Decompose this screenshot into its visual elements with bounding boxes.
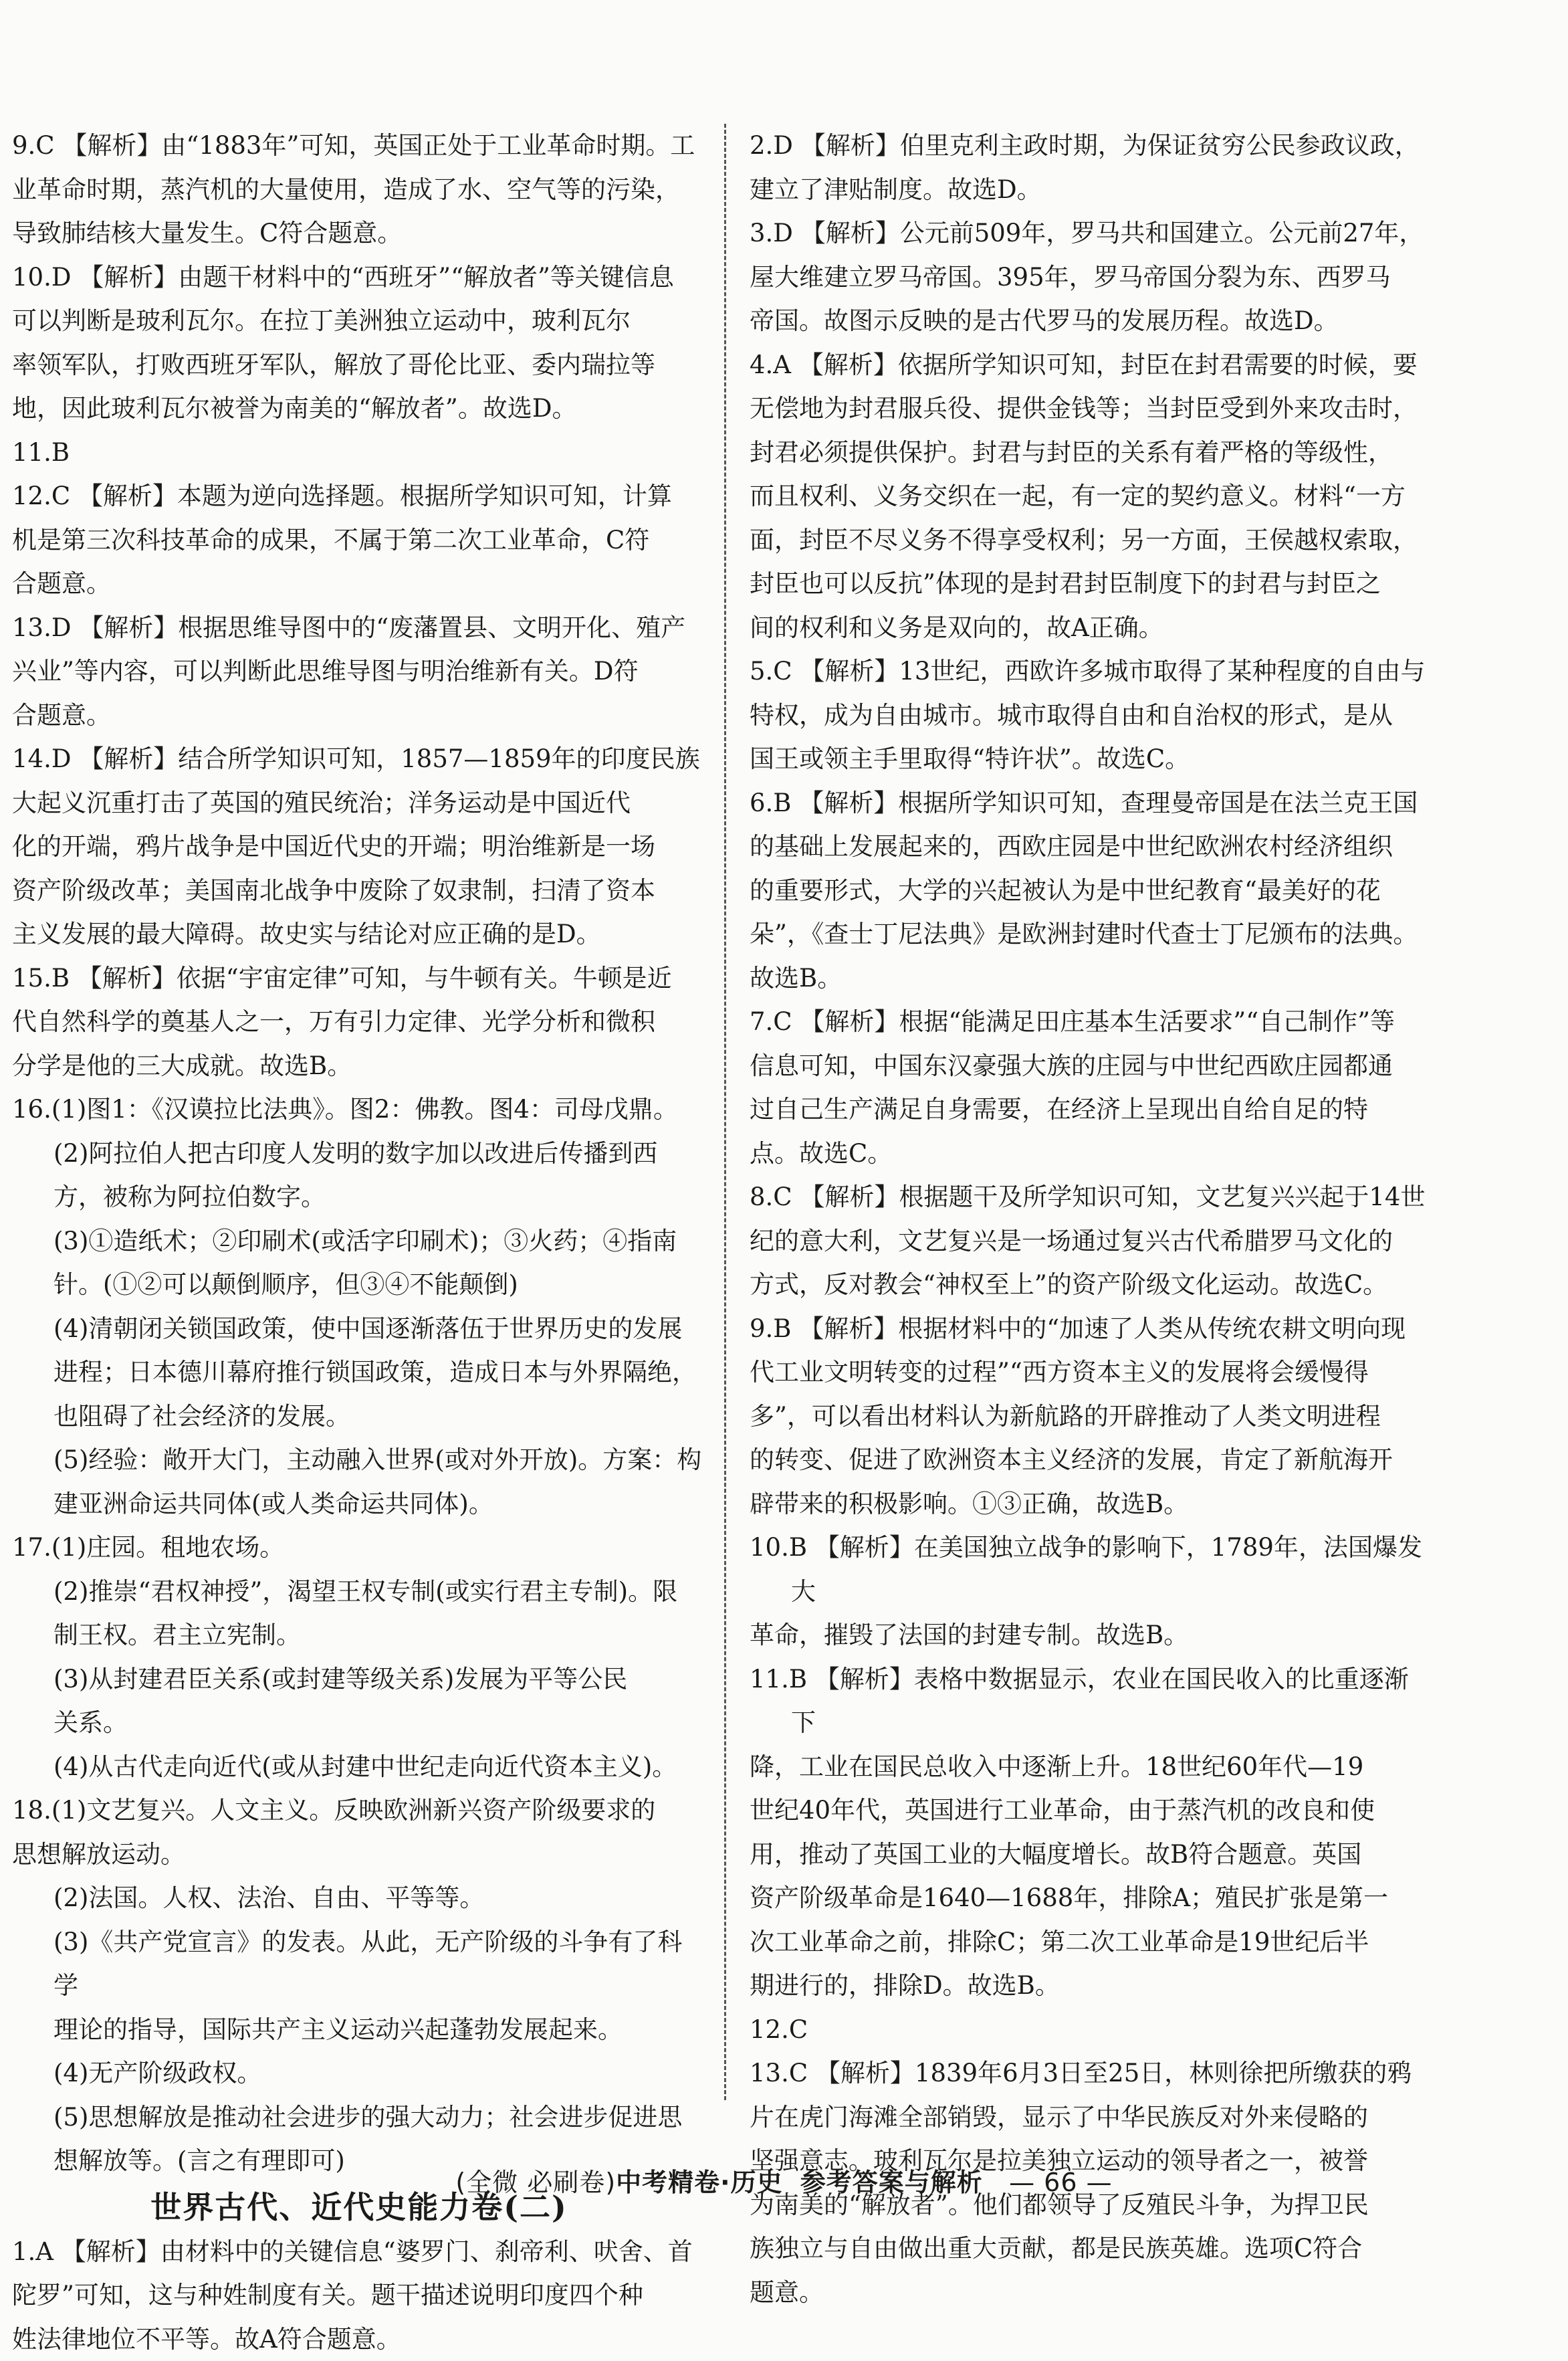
text-line: 革命，摧毁了法国的封建专制。故选B。 — [791, 1613, 1432, 1657]
text-line: 17.(1)庄园。租地农场。 — [53, 1526, 706, 1570]
text-line: 题意。 — [791, 2271, 1432, 2315]
answer-item — [12, 124, 706, 255]
text-line: 9.C 【解析】由“1883年”可知，英国正处于工业革命时期。工 — [53, 124, 706, 168]
answer-item — [750, 1000, 1432, 1175]
text-line: 纪的意大利，文艺复兴是一场通过复兴古代希腊罗马文化的 — [791, 1219, 1432, 1263]
footer-book: 中考精卷 — [616, 2168, 720, 2197]
footer-dot: · — [720, 2168, 730, 2197]
text-line: (2)法国。人权、法治、自由、平等等。 — [53, 1876, 706, 1920]
text-line: 屋大维建立罗马帝国。395年，罗马帝国分裂为东、西罗马 — [791, 255, 1432, 300]
text-line: 资产阶级革命是1640—1688年，排除A；殖民扩张是第一 — [791, 1876, 1432, 1920]
answer-item — [12, 1088, 706, 1132]
text-line: 兴业”等内容，可以判断此思维导图与明治维新有关。D符 — [53, 649, 706, 694]
text-line: 国王或领主手里取得“特许状”。故选C。 — [791, 737, 1432, 781]
text-line: 合题意。 — [53, 694, 706, 738]
answer-item — [12, 606, 706, 738]
text-line: 坚强意志。玻利瓦尔是拉美独立运动的领导者之一，被誉 — [791, 2139, 1432, 2183]
text-line: (3)①造纸术；②印刷术(或活字印刷术)；③火药；④指南 — [53, 1219, 706, 1263]
footer-subject: 历史 — [731, 2168, 783, 2197]
answer-subpart — [12, 1657, 706, 1745]
text-line: 针。(①②可以颠倒顺序，但③④不能颠倒) — [53, 1263, 706, 1307]
text-line: 率领军队，打败西班牙军队，解放了哥伦比亚、委内瑞拉等 — [53, 343, 706, 387]
text-line: 建立了津贴制度。故选D。 — [791, 168, 1432, 212]
answer-subpart — [12, 1219, 706, 1307]
text-line: 13.D 【解析】根据思维导图中的“废藩置县、文明开化、殖产 — [53, 606, 706, 650]
answer-item — [12, 2230, 706, 2361]
text-line: 10.D 【解析】由题干材料中的“西班牙”“解放者”等关键信息 — [53, 255, 706, 300]
text-line: 也阻碍了社会经济的发展。 — [53, 1395, 706, 1439]
text-line: 无偿地为封君服兵役、提供金钱等；当封臣受到外来攻击时， — [791, 387, 1432, 431]
text-line: 的基础上发展起来的，西欧庄园是中世纪欧洲农村经济组织 — [791, 825, 1432, 869]
text-line: 15.B 【解析】依据“宇宙定律”可知，与牛顿有关。牛顿是近 — [53, 956, 706, 1001]
page-footer — [0, 2162, 1568, 2198]
text-line: (2)推崇“君权神授”，渴望王权专制(或实行君主专制)。限 — [53, 1570, 706, 1614]
footer-series: (全微 必刷卷) — [455, 2168, 616, 2197]
answer-subpart — [12, 2051, 706, 2095]
answer-item — [750, 781, 1432, 1001]
text-line: 陀罗”可知，这与种姓制度有关。题干描述说明印度四个种 — [53, 2273, 706, 2318]
text-line: 1.A 【解析】由材料中的关键信息“婆罗门、刹帝利、吠舍、首 — [53, 2230, 706, 2274]
text-line: (4)从古代走向近代(或从封建中世纪走向近代资本主义)。 — [53, 1745, 706, 1789]
text-line: 为南美的“解放者”。他们都领导了反殖民斗争，为捍卫民 — [791, 2183, 1432, 2227]
text-line: 点。故选C。 — [791, 1132, 1432, 1176]
text-line: 朵”，《查士丁尼法典》是欧洲封建时代查士丁尼颁布的法典。 — [791, 912, 1432, 956]
right-column — [750, 124, 1432, 2314]
text-line: (5)思想解放是推动社会进步的强大动力；社会进步促进思 — [53, 2095, 706, 2140]
answer-item — [750, 2008, 1432, 2052]
text-line: 制王权。君主立宪制。 — [53, 1613, 706, 1657]
text-line: 方，被称为阿拉伯数字。 — [53, 1175, 706, 1219]
text-line: 代自然科学的奠基人之一，万有引力定律、光学分析和微积 — [53, 1000, 706, 1044]
text-line: 族独立与自由做出重大贡献，都是民族英雄。选项C符合 — [791, 2227, 1432, 2271]
text-line: 建亚洲命运共同体(或人类命运共同体)。 — [53, 1482, 706, 1526]
text-line: 故选B。 — [791, 956, 1432, 1001]
answer-subpart — [12, 1920, 706, 2052]
text-line: 7.C 【解析】根据“能满足田庄基本生活要求”“自己制作”等 — [791, 1000, 1432, 1044]
text-line: 9.B 【解析】根据材料中的“加速了人类从传统农耕文明向现 — [791, 1307, 1432, 1351]
answer-subpart — [12, 1307, 706, 1439]
text-line: 降，工业在国民总收入中逐渐上升。18世纪60年代—19 — [791, 1745, 1432, 1789]
text-line: 面，封臣不尽义务不得享受权利；另一方面，王侯越权索取， — [791, 518, 1432, 562]
text-line: 导致肺结核大量发生。C符合题意。 — [53, 211, 706, 255]
text-line: (4)清朝闭关锁国政策，使中国逐渐落伍于世界历史的发展 — [53, 1307, 706, 1351]
text-line: (3)《共产党宣言》的发表。从此，无产阶级的斗争有了科学 — [53, 1920, 706, 2008]
text-line: 10.B 【解析】在美国独立战争的影响下，1789年，法国爆发大 — [791, 1526, 1432, 1613]
answer-subpart — [12, 1132, 706, 1219]
answer-item — [12, 431, 706, 475]
answer-subpart — [12, 1876, 706, 1920]
text-line: 主义发展的最大障碍。故史实与结论对应正确的是D。 — [53, 912, 706, 956]
answer-item — [750, 211, 1432, 343]
answer-item — [12, 737, 706, 956]
text-line: 辟带来的积极影响。①③正确，故选B。 — [791, 1482, 1432, 1526]
text-line: 片在虎门海滩全部销毁，显示了中华民族反对外来侵略的 — [791, 2095, 1432, 2140]
text-line: 而且权利、义务交织在一起，有一定的契约意义。材料“一方 — [791, 474, 1432, 518]
answer-subpart — [12, 1570, 706, 1657]
text-line: 可以判断是玻利瓦尔。在拉丁美洲独立运动中，玻利瓦尔 — [53, 299, 706, 343]
text-line: 理论的指导，国际共产主义运动兴起蓬勃发展起来。 — [53, 2008, 706, 2052]
text-line: 11.B — [53, 431, 706, 475]
answer-item — [750, 1526, 1432, 1657]
column-divider — [724, 124, 726, 2100]
text-line: 用，推动了英国工业的大幅度增长。故B符合题意。英国 — [791, 1833, 1432, 1877]
text-line: 封君必须提供保护。封君与封臣的关系有着严格的等级性， — [791, 431, 1432, 475]
text-line: 分学是他的三大成就。故选B。 — [53, 1044, 706, 1088]
text-line: 化的开端，鸦片战争是中国近代史的开端；明治维新是一场 — [53, 825, 706, 869]
text-line: 关系。 — [53, 1701, 706, 1745]
text-line: 代工业文明转变的过程”“西方资本主义的发展将会缓慢得 — [791, 1350, 1432, 1395]
text-line: 次工业革命之前，排除C；第二次工业革命是19世纪后半 — [791, 1920, 1432, 1964]
text-line: 地，因此玻利瓦尔被誉为南美的“解放者”。故选D。 — [53, 387, 706, 431]
text-line: 帝国。故图示反映的是古代罗马的发展历程。故选D。 — [791, 299, 1432, 343]
answer-item — [750, 124, 1432, 211]
left-column — [12, 124, 706, 2361]
text-line: 12.C — [791, 2008, 1432, 2052]
text-line: 进程；日本德川幕府推行锁国政策，造成日本与外界隔绝， — [53, 1350, 706, 1395]
text-line: 4.A 【解析】依据所学知识可知，封臣在封君需要的时候，要 — [791, 343, 1432, 387]
answer-item — [12, 474, 706, 606]
text-line: 信息可知，中国东汉豪强大族的庄园与中世纪西欧庄园都通 — [791, 1044, 1432, 1088]
text-line: 的转变、促进了欧洲资本主义经济的发展，肯定了新航海开 — [791, 1438, 1432, 1482]
answer-item — [750, 1175, 1432, 1307]
text-line: 资产阶级改革；美国南北战争中废除了奴隶制，扫清了资本 — [53, 869, 706, 913]
text-line: 14.D 【解析】结合所学知识可知，1857—1859年的印度民族 — [53, 737, 706, 781]
text-line: 18.(1)文艺复兴。人文主义。反映欧洲新兴资产阶级要求的 — [53, 1788, 706, 1833]
text-line: (2)阿拉伯人把古印度人发明的数字加以改进后传播到西 — [53, 1132, 706, 1176]
text-line: 16.(1)图1：《汉谟拉比法典》。图2：佛教。图4：司母戊鼎。 — [53, 1088, 706, 1132]
text-line: 过自己生产满足自身需要，在经济上呈现出自给自足的特 — [791, 1088, 1432, 1132]
answer-subpart — [12, 1745, 706, 1789]
text-line: 特权，成为自由城市。城市取得自由和自治权的形式，是从 — [791, 694, 1432, 738]
answer-item — [750, 649, 1432, 781]
text-line: 的重要形式，大学的兴起被认为是中世纪教育“最美好的花 — [791, 869, 1432, 913]
text-line: 12.C 【解析】本题为逆向选择题。根据所学知识可知，计算 — [53, 474, 706, 518]
footer-section: 参考答案与解析 — [800, 2168, 983, 2197]
text-line: 合题意。 — [53, 562, 706, 606]
text-line: 业革命时期，蒸汽机的大量使用，造成了水、空气等的污染， — [53, 168, 706, 212]
answer-item — [12, 1788, 706, 1876]
text-line: 方式，反对教会“神权至上”的资产阶级文化运动。故选C。 — [791, 1263, 1432, 1307]
section-title: 世界古代、近代史能力卷(二) — [12, 2184, 706, 2230]
text-line: 6.B 【解析】根据所学知识可知，查理曼帝国是在法兰克王国 — [791, 781, 1432, 825]
text-line: 3.D 【解析】公元前509年，罗马共和国建立。公元前27年， — [791, 211, 1432, 255]
text-line: 姓法律地位不平等。故A符合题意。 — [53, 2318, 706, 2361]
text-line: 11.B 【解析】表格中数据显示，农业在国民收入的比重逐渐下 — [791, 1657, 1432, 1745]
text-line: 想解放等。(言之有理即可) — [53, 2139, 706, 2183]
text-line: 13.C 【解析】1839年6月3日至25日，林则徐把所缴获的鸦 — [791, 2051, 1432, 2095]
answer-item — [750, 1307, 1432, 1526]
text-line: 多”，可以看出材料认为新航路的开辟推动了人类文明进程 — [791, 1395, 1432, 1439]
text-line: 大起义沉重打击了英国的殖民统治；洋务运动是中国近代 — [53, 781, 706, 825]
answer-item — [750, 343, 1432, 650]
text-line: (3)从封建君臣关系(或封建等级关系)发展为平等公民 — [53, 1657, 706, 1702]
text-line: 机是第三次科技革命的成果，不属于第二次工业革命，C符 — [53, 518, 706, 562]
text-line: 封臣也可以反抗”体现的是封君封臣制度下的封君与封臣之 — [791, 562, 1432, 606]
text-line: (5)经验：敞开大门，主动融入世界(或对外开放)。方案：构 — [53, 1438, 706, 1482]
page-number: — 66 — — [1009, 2168, 1113, 2197]
text-line: 8.C 【解析】根据题干及所学知识可知，文艺复兴兴起于14世 — [791, 1175, 1432, 1219]
text-line: 期进行的，排除D。故选B。 — [791, 1964, 1432, 2008]
answer-item — [12, 255, 706, 431]
text-line: 5.C 【解析】13世纪，西欧许多城市取得了某种程度的自由与 — [791, 649, 1432, 694]
text-line: 思想解放运动。 — [53, 1833, 706, 1877]
answer-item — [12, 1526, 706, 1570]
text-line: 世纪40年代，英国进行工业革命，由于蒸汽机的改良和使 — [791, 1788, 1432, 1833]
answer-item — [750, 1657, 1432, 2008]
text-line: 间的权利和义务是双向的，故A正确。 — [791, 606, 1432, 650]
answer-subpart — [12, 1438, 706, 1526]
text-line: 2.D 【解析】伯里克利主政时期，为保证贫穷公民参政议政， — [791, 124, 1432, 168]
text-line: (4)无产阶级政权。 — [53, 2051, 706, 2095]
answer-item — [12, 956, 706, 1088]
